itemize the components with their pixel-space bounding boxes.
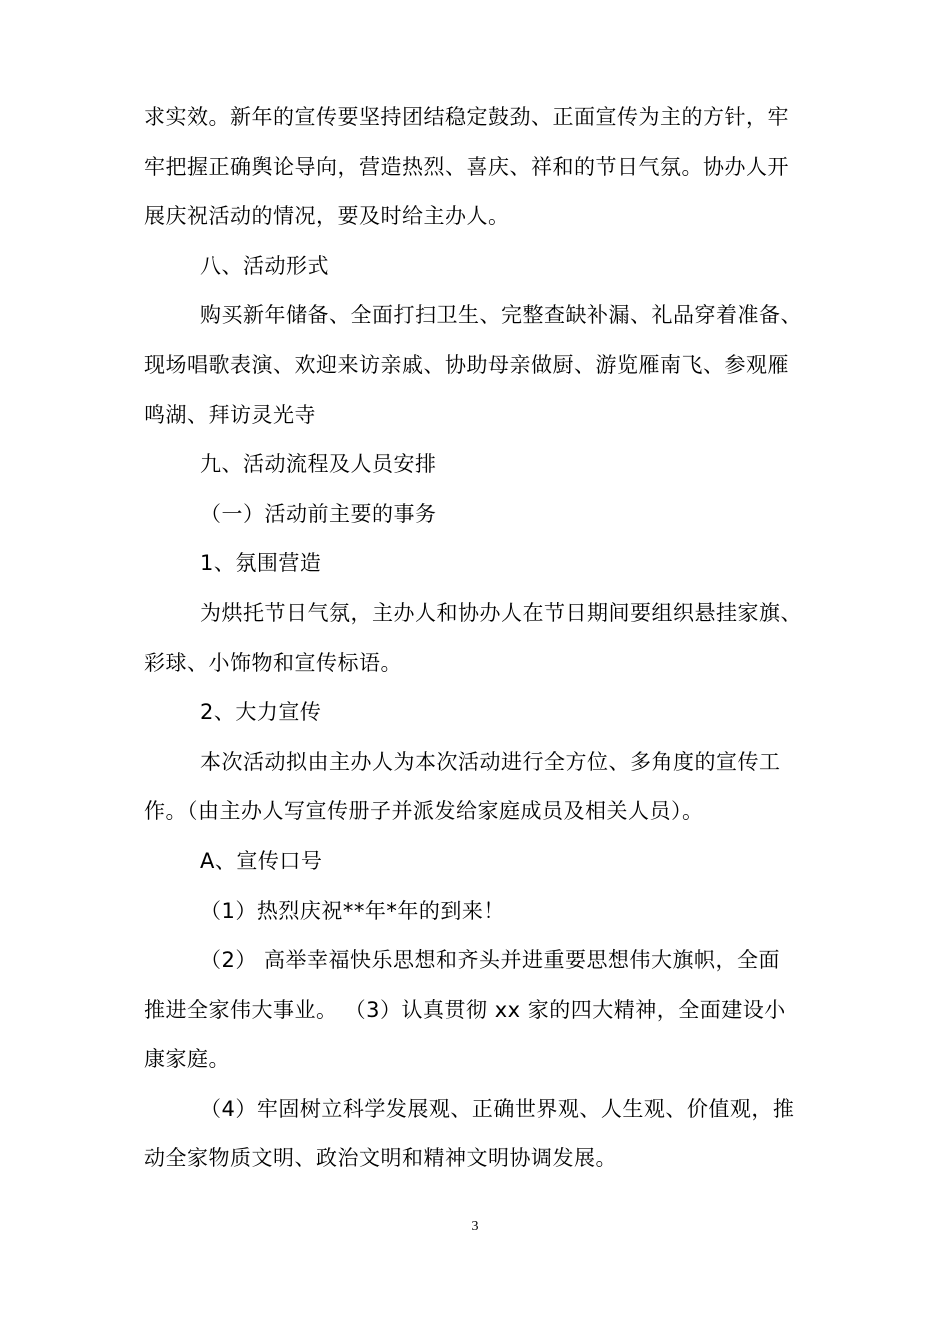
text-line: 本次活动拟由主办人为本次活动进行全方位、多角度的宣传工 bbox=[200, 749, 781, 774]
slogan-line: 康家庭。 bbox=[144, 1047, 230, 1072]
page-number: 3 bbox=[471, 1219, 479, 1234]
slogan-line: （2） 高举幸福快乐思想和齐头并进重要思想伟大旗帜，全面 bbox=[200, 948, 781, 973]
item-heading: A、宣传口号 bbox=[200, 848, 323, 873]
text-line: 购买新年储备、全面打扫卫生、完整查缺补漏、礼品穿着准备、 bbox=[200, 303, 802, 328]
subsection-heading: （一）活动前主要的事务 bbox=[200, 501, 437, 526]
text-line: 鸣湖、拜访灵光寺 bbox=[144, 402, 316, 427]
text-line: 求实效。新年的宣传要坚持团结稳定鼓劲、正面宣传为主的方针，牢 bbox=[144, 105, 789, 129]
slogan-line: 动全家物质文明、政治文明和精神文明协调发展。 bbox=[144, 1146, 617, 1171]
item-heading: 1、氛围营造 bbox=[200, 551, 322, 576]
slogan-line: （1）热烈庆祝**年*年的到来！ bbox=[200, 898, 505, 923]
document-body bbox=[144, 93, 820, 1184]
text-line: 彩球、小饰物和宣传标语。 bbox=[144, 650, 402, 675]
slogan-line: （4）牢固树立科学发展观、正确世界观、人生观、价值观，推 bbox=[200, 1096, 795, 1121]
section-heading: 九、活动流程及人员安排 bbox=[200, 452, 437, 477]
section-heading: 八、活动形式 bbox=[200, 253, 329, 278]
text-line: 牢把握正确舆论导向，营造热烈、喜庆、祥和的节日气氛。协办人开 bbox=[144, 154, 789, 179]
text-line: 作。（由主办人写宣传册子并派发给家庭成员及相关人员）。 bbox=[144, 799, 704, 824]
text-line: 为烘托节日气氛，主办人和协办人在节日期间要组织悬挂家旗、 bbox=[200, 600, 802, 625]
item-heading: 2、大力宣传 bbox=[200, 700, 322, 725]
text-line: 现场唱歌表演、欢迎来访亲戚、协助母亲做厨、游览雁南飞、参观雁 bbox=[144, 352, 789, 377]
slogan-line: 推进全家伟大事业。 （3）认真贯彻 xx 家的四大精神，全面建设小 bbox=[144, 997, 786, 1022]
text-line: 展庆祝活动的情况，要及时给主办人。 bbox=[144, 204, 510, 229]
